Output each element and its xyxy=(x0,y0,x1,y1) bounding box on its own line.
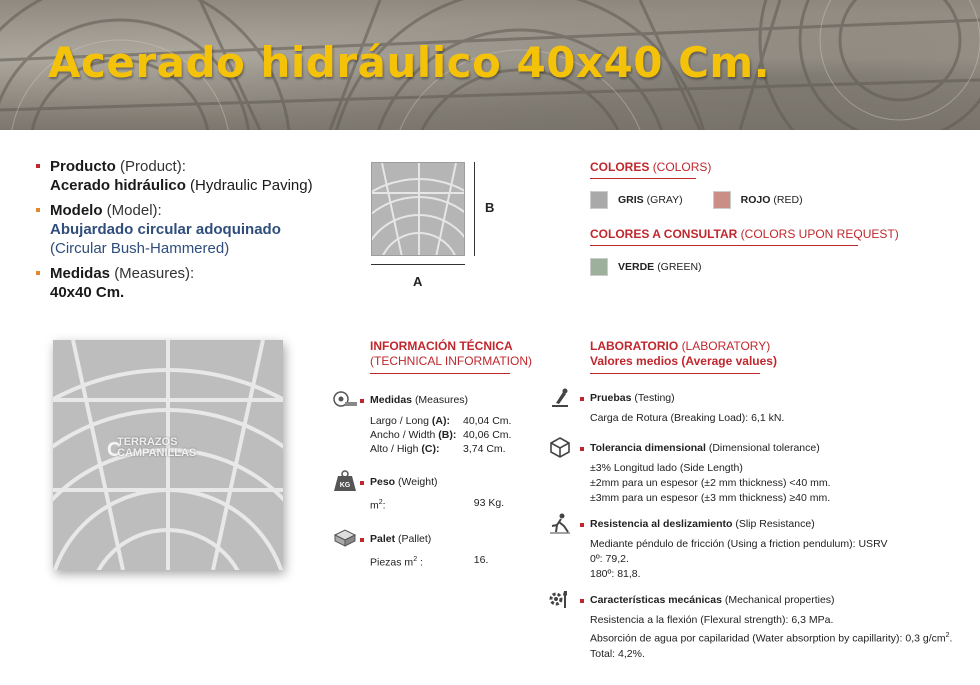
palet-table xyxy=(370,553,532,570)
colors-title xyxy=(590,160,970,174)
color-name-gris: GRIS xyxy=(618,194,644,206)
colors-section xyxy=(590,160,970,276)
medidas-row-code: (A): xyxy=(431,415,450,427)
cube-icon xyxy=(548,436,572,458)
color-name-verde: VERDE xyxy=(618,261,655,273)
resistencia-head-en: (Slip Resistance) xyxy=(735,518,815,530)
medidas-row xyxy=(370,442,532,456)
peso-value: 93 Kg. xyxy=(473,497,505,509)
colors-row xyxy=(590,191,970,209)
modelo-label: Modelo xyxy=(50,202,103,219)
colors-request-title-en: (COLORS UPON REQUEST) xyxy=(740,227,899,241)
mecanicas-head: Características mecánicas xyxy=(590,594,722,606)
pruebas-head-en: (Testing) xyxy=(634,392,675,404)
tech-block-palet xyxy=(332,533,532,570)
page-title: Acerado hidráulico 40x40 Cm. xyxy=(48,38,771,87)
medidas-row-value: 40,04 Cm. xyxy=(463,415,512,427)
medidas-row-key: Largo / Long xyxy=(370,415,429,427)
lab-block-tolerancia xyxy=(548,442,973,506)
tape-measure-icon xyxy=(332,388,358,410)
technical-underline xyxy=(370,373,510,374)
laboratory-title xyxy=(590,339,973,354)
bullet-icon xyxy=(360,399,364,403)
resistencia-head: Resistencia al deslizamiento xyxy=(590,518,733,530)
tolerancia-head-en: (Dimensional tolerance) xyxy=(708,442,820,454)
laboratory-section xyxy=(548,339,973,662)
modelo-value: Abujardado circular adoquinado xyxy=(50,221,281,238)
color-name-en-verde: (GREEN) xyxy=(657,261,702,273)
medidas-row-key: Ancho / Width xyxy=(370,429,436,441)
peso-row xyxy=(370,496,532,513)
producto-value: Acerado hidráulico xyxy=(50,177,186,194)
resistencia-line: Mediante péndulo de fricción (Using a friction pendulum): USRV xyxy=(590,538,888,550)
color-entry-rojo xyxy=(713,191,803,209)
palet-key: Piezas m xyxy=(370,556,414,568)
mecanicas-line2-tail: . xyxy=(949,632,953,645)
brand-logo-icon: C xyxy=(107,439,122,461)
palet-row xyxy=(370,553,532,570)
technical-title-en: (TECHNICAL INFORMATION) xyxy=(370,354,532,368)
color-entry-gris xyxy=(590,191,683,209)
color-name-en-gris: (GRAY) xyxy=(646,194,683,206)
color-entry-verde xyxy=(590,258,702,276)
peso-key-sup: 2 xyxy=(378,499,383,506)
swatch-verde xyxy=(590,258,608,276)
technical-title: INFORMACIÓN TÉCNICA xyxy=(370,339,513,353)
color-name-en-rojo: (RED) xyxy=(773,194,803,206)
colors-underline xyxy=(590,178,696,179)
technical-section xyxy=(332,339,532,569)
mecanicas-line: Total: 4,2%. xyxy=(590,647,645,660)
colors-request-underline xyxy=(590,245,858,246)
peso-key: m xyxy=(370,499,379,512)
dimension-line-a xyxy=(371,264,465,265)
medidas-label: Medidas xyxy=(50,265,111,282)
medidas-row-code: (C): xyxy=(421,443,440,455)
palet-key-sup: 2 xyxy=(413,555,418,563)
palet-key-tail: : xyxy=(420,556,423,568)
medidas-row-value: 40,06 Cm. xyxy=(463,429,512,441)
dimension-tile-image xyxy=(371,162,465,256)
peso-head: Peso xyxy=(370,476,396,488)
colors-request-row xyxy=(590,258,970,276)
laboratory-underline xyxy=(590,373,760,374)
producto-value-en: (Hydraulic Paving) xyxy=(190,177,313,194)
product-info xyxy=(36,157,356,302)
medidas-head: Medidas xyxy=(370,394,413,406)
color-name-rojo: ROJO xyxy=(740,194,771,206)
lab-block-pruebas xyxy=(548,392,973,426)
dimension-label-b: B xyxy=(485,200,495,215)
peso-key-tail: : xyxy=(382,499,386,512)
tech-block-peso xyxy=(332,476,532,513)
palet-head-en: (Pallet) xyxy=(398,532,432,545)
gear-wrench-icon xyxy=(548,588,572,610)
weight-icon xyxy=(332,470,358,492)
brand-logo-line1: TERRAZOS xyxy=(117,436,178,448)
swatch-gris xyxy=(590,191,608,209)
lab-block-resistencia xyxy=(548,518,973,582)
resistencia-line: 0º: 79,2. xyxy=(590,553,629,565)
dimension-label-a: A xyxy=(413,274,423,289)
resistencia-line: 180º: 81,8. xyxy=(590,568,641,580)
medidas-row xyxy=(370,414,532,428)
medidas-table xyxy=(370,414,532,456)
bullet-icon xyxy=(580,599,584,603)
svg-text:KG: KG xyxy=(339,482,351,489)
laboratory-subtitle: Valores medios (Average values) xyxy=(590,354,777,368)
mecanicas-head-en: (Mechanical properties) xyxy=(724,594,835,606)
info-item-modelo xyxy=(36,201,356,258)
slip-icon xyxy=(548,512,572,534)
mecanicas-line2-text: Absorción de agua por capilaridad (Water absorption by capillarity): 0,3 g/cm xyxy=(590,632,946,645)
pruebas-line: Carga de Rotura (Breaking Load): 6,1 kN. xyxy=(590,412,785,424)
colors-request-title xyxy=(590,227,970,241)
tile-pattern xyxy=(372,163,465,256)
medidas-row-value: 3,74 Cm. xyxy=(463,443,506,455)
modelo-value-en: (Circular Bush-Hammered) xyxy=(50,240,230,257)
pruebas-head: Pruebas xyxy=(590,392,632,404)
tolerancia-line: ±3% Longitud lado (Side Length) xyxy=(590,462,743,474)
info-item-medidas xyxy=(36,264,356,302)
bullet-icon xyxy=(36,208,40,212)
medidas-label-en: (Measures): xyxy=(114,265,195,282)
product-tile-image xyxy=(53,340,283,570)
info-item-producto xyxy=(36,157,356,195)
microscope-icon xyxy=(548,386,572,408)
modelo-label-en: (Model): xyxy=(106,202,162,219)
swatch-rojo xyxy=(713,191,731,209)
bullet-icon xyxy=(580,447,584,451)
bullet-icon xyxy=(36,164,40,168)
bullet-icon xyxy=(580,523,584,527)
bullet-icon xyxy=(360,538,364,542)
brand-logo-line2: CAMPANILLAS xyxy=(117,447,197,459)
laboratory-title-en: (LABORATORY) xyxy=(681,339,771,353)
bullet-icon xyxy=(360,481,364,485)
colors-title-es: COLORES xyxy=(590,160,650,174)
mecanicas-line xyxy=(590,628,973,647)
header-banner xyxy=(0,0,980,130)
peso-table xyxy=(370,496,532,513)
tech-block-medidas xyxy=(332,394,532,456)
mecanicas-line: Resistencia a la flexión (Flexural strength): 6,3 MPa. xyxy=(590,614,834,626)
medidas-head-en: (Measures) xyxy=(414,394,469,406)
palet-value: 16. xyxy=(473,553,489,566)
mecanicas-line2-sup: 2 xyxy=(945,632,950,639)
tolerancia-line: ±3mm para un espesor (±3 mm thickness) ≥40 mm. xyxy=(590,492,831,504)
medidas-row-code: (B): xyxy=(438,429,457,441)
producto-label-en: (Product): xyxy=(120,158,186,175)
lab-block-mecanicas xyxy=(548,594,973,662)
tolerancia-head: Tolerancia dimensional xyxy=(590,442,706,454)
brand-logo xyxy=(117,437,196,459)
producto-label: Producto xyxy=(50,158,116,175)
dimension-line-b xyxy=(474,162,475,256)
colors-request-title-es: COLORES A CONSULTAR xyxy=(590,227,738,241)
medidas-row-key: Alto / High xyxy=(370,443,419,455)
laboratory-title-es: LABORATORIO xyxy=(590,339,679,353)
palet-head: Palet xyxy=(370,532,396,545)
colors-title-en: (COLORS) xyxy=(652,160,712,174)
pallet-icon xyxy=(332,527,358,549)
medidas-value: 40x40 Cm. xyxy=(50,284,125,301)
bullet-icon xyxy=(580,397,584,401)
tolerancia-line: ±2mm para un espesor (±2 mm thickness) <40 mm. xyxy=(590,477,831,489)
bullet-icon xyxy=(36,271,40,275)
peso-head-en: (Weight) xyxy=(398,476,438,488)
medidas-row xyxy=(370,428,532,442)
